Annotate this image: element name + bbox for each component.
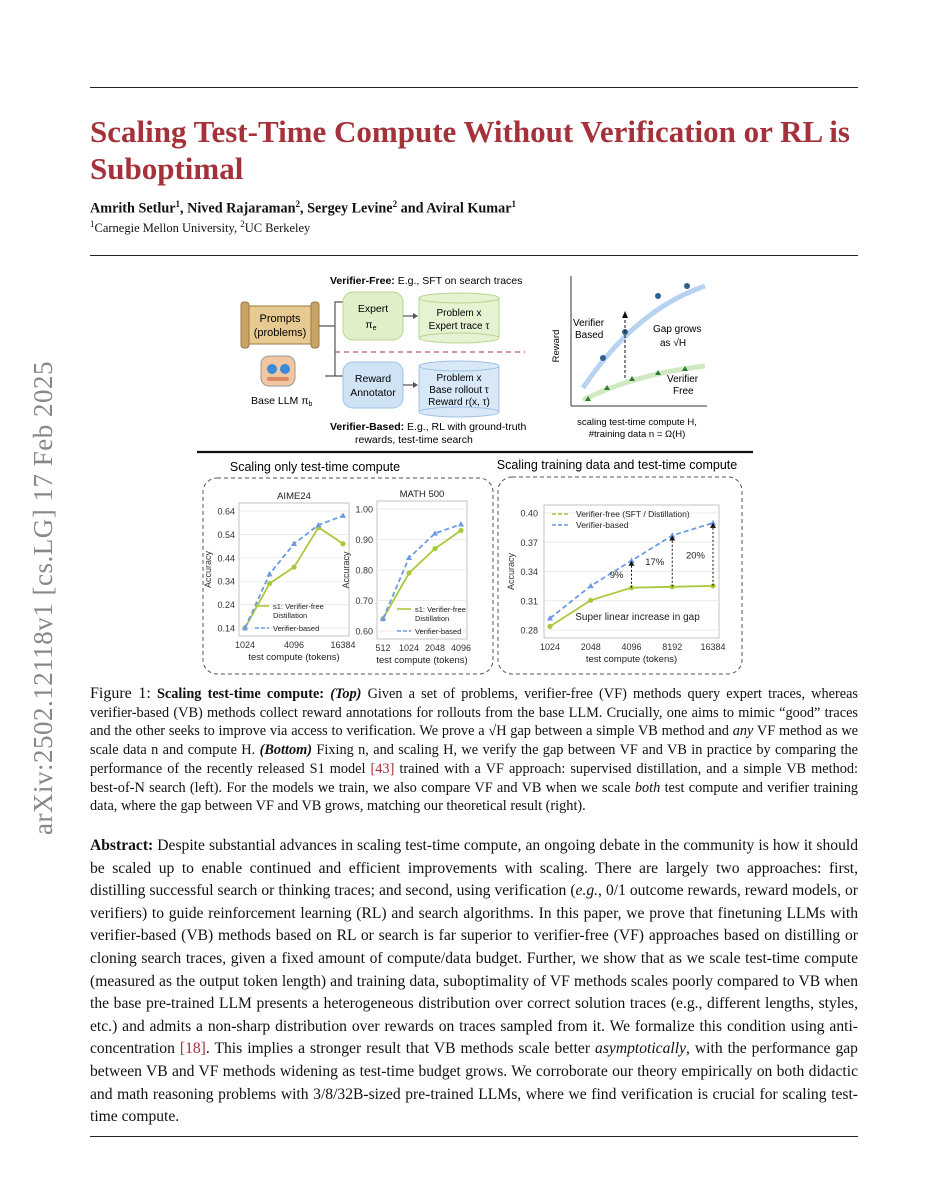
gap-annotation: Super linear increase in gap [575, 612, 700, 623]
data-point [340, 512, 346, 517]
author-list: Amrith Setlur$^1$, Nived Rajaraman$^2$, Sergey Levine$^2$ and Aviral Kumar$^1$ [90, 199, 517, 217]
bottom-rule [90, 1136, 858, 1137]
expert-box [343, 292, 403, 340]
x-tick-label: 2048 [424, 643, 446, 653]
header-rule [90, 255, 858, 256]
svg-text:#training data n = Ω(H): #training data n = Ω(H) [588, 429, 686, 440]
left-panel-title: Scaling only test-time compute [229, 460, 401, 474]
gap-percent-label: 9% [609, 570, 624, 582]
y-tick-label: 0.31 [520, 596, 538, 607]
x-tick-label: 16384 [330, 640, 356, 650]
x-tick-label: 4096 [621, 642, 642, 652]
svg-text:Based: Based [575, 330, 604, 341]
data-point [547, 624, 552, 629]
figure-1 [195, 266, 755, 682]
svg-text:Reward: Reward [551, 329, 562, 363]
legend-label: Distillation [273, 611, 308, 620]
svg-text:Base rollout τ: Base rollout τ [429, 385, 489, 396]
vf-data-store [419, 293, 499, 343]
svg-text:Expert trace τ: Expert trace τ [428, 321, 490, 332]
x-tick-label: 1024 [234, 640, 256, 650]
gap-schematic [551, 276, 707, 440]
base-llm-robot-icon [261, 356, 295, 386]
x-tick-label: 4096 [283, 640, 305, 650]
svg-text:Verifier: Verifier [667, 374, 699, 385]
author-name: Aviral Kumar [426, 200, 512, 217]
prompts-label: Prompts [259, 313, 301, 325]
x-tick-label: 1024 [539, 642, 561, 652]
x-tick-label: 16384 [700, 642, 726, 652]
gap-percent-label: 17% [645, 557, 665, 569]
arxiv-identifier[interactable]: arXiv:2502.12118v1 [cs.LG] 17 Feb 2025 [28, 361, 58, 835]
data-point [588, 598, 593, 603]
legend-label: s1: Verifier-free [415, 605, 466, 614]
abstract: Abstract: Despite substantial advances in scaling test-time compute, an ongoing debate in the community is how it should be scaled up to enable continued and efficient improvements with scaling. There are largely two approaches: first, distilling successful search or thinking traces; and second, using verification (e.g., 0/1 outcome rewards, reward models, or verifiers) to guide reinforcement learning (RL) and search algorithms. In this paper, we prove that finetuning LLMs with verifier-based (VB) methods based on RL or search is far superior to verifier-free (VF) approaches based on distilling or cloning search traces, given a fixed amount of compute/data budget. Further, we show that as we scale test-time compute (measured as the output token length) and training data, suboptimality of VF methods scales poorly compared to VB when the base pre-trained LLM presents a heterogeneous distribution over correct solution traces (e.g., different lengths, styles, etc.) and admits a non-sharp distribution over rewards on traces sampled from it. We formalize this condition using anti-concentration [18]. This implies a stronger result that VB methods scale better asymptotically, with the performance gap between VB and VF methods widening as test-time budget grows. We corroborate our theory empirically on both didactic and math reasoning problems with 3/8/32B-sized pre-trained LLMs, where we find verification is crucial for scaling test-time compute. [90, 837, 858, 1126]
data-point [267, 581, 272, 586]
svg-text:Reward r(x, τ): Reward r(x, τ) [428, 397, 490, 408]
svg-text:Verifier: Verifier [573, 318, 605, 329]
chart-title: MATH 500 [399, 489, 445, 500]
vf-header: Verifier-Free: E.g., SFT on search traces [330, 275, 523, 287]
x-tick-label: 8192 [662, 642, 683, 652]
x-axis-label: test compute (tokens) [585, 654, 678, 665]
citation-link[interactable]: [43] [370, 760, 395, 777]
y-axis-label: Accuracy [341, 551, 351, 589]
data-point [458, 528, 463, 533]
data-point [406, 555, 412, 560]
gap-percent-label: 20% [685, 550, 705, 562]
legend-label: Verifier-based [415, 627, 462, 636]
y-tick-label: 0.90 [355, 535, 373, 545]
svg-text:rewards, test-time search: rewards, test-time search [355, 434, 473, 446]
legend-label: Verifier-based [576, 520, 629, 530]
y-tick-label: 0.34 [217, 576, 235, 587]
y-tick-label: 0.80 [355, 565, 373, 576]
x-tick-label: 2048 [580, 642, 601, 652]
author-name: Amrith Setlur [90, 200, 176, 217]
y-tick-label: 0.14 [217, 623, 235, 634]
y-tick-label: 0.28 [520, 625, 538, 636]
author-name: Sergey Levine [307, 200, 393, 217]
citation-link[interactable]: [18] [179, 1040, 206, 1058]
legend-label: Distillation [415, 614, 450, 623]
data-point [588, 583, 594, 588]
y-tick-label: 0.60 [355, 626, 373, 637]
svg-text:scaling test-time compute H,: scaling test-time compute H, [577, 417, 697, 428]
svg-text:Problem x: Problem x [436, 373, 482, 384]
data-point [458, 521, 464, 526]
legend-label: Verifier-based [273, 624, 320, 633]
data-point [406, 570, 411, 575]
y-tick-label: 0.54 [217, 529, 235, 540]
chart-title: AIME24 [277, 491, 311, 502]
prompts-label: (problems) [253, 327, 307, 339]
x-axis-label: test compute (tokens) [248, 652, 340, 663]
y-tick-label: 0.37 [520, 537, 538, 548]
y-tick-label: 0.64 [217, 506, 235, 517]
base-llm-label: Base LLM πb [251, 395, 313, 408]
vb-data-store [419, 361, 499, 417]
y-tick-label: 0.34 [520, 567, 538, 577]
data-point [340, 541, 345, 546]
x-tick-label: 4096 [450, 643, 472, 653]
x-axis-label: test compute (tokens) [376, 655, 468, 666]
svg-text:Free: Free [673, 386, 694, 397]
svg-text:Gap grows: Gap grows [653, 324, 702, 335]
svg-text:Annotator: Annotator [350, 387, 396, 399]
data-point [291, 565, 296, 570]
x-tick-label: 512 [375, 643, 391, 653]
right-panel-title: Scaling training data and test-time compute [496, 458, 738, 472]
reward-annotator-box [343, 362, 403, 408]
y-tick-label: 0.70 [355, 596, 373, 606]
svg-text:as √H: as √H [660, 338, 687, 349]
svg-text:Expert: Expert [357, 303, 389, 315]
y-tick-label: 0.40 [520, 508, 538, 519]
y-axis-label: Accuracy [203, 550, 213, 589]
y-axis-label: Accuracy [506, 552, 516, 591]
paper-title: Scaling Test-Time Compute Without Verification or RL is Suboptimal [90, 114, 850, 186]
data-point [267, 571, 273, 576]
affiliations: $^1$Carnegie Mellon University, $^2$UC Berkeley [90, 219, 311, 236]
svg-text:πe: πe [365, 319, 377, 332]
top-rule [90, 87, 858, 88]
prompts-scroll [241, 302, 319, 348]
x-tick-label: 1024 [398, 643, 420, 653]
svg-text:Problem x: Problem x [436, 308, 482, 319]
y-tick-label: 1.00 [355, 504, 373, 515]
legend-label: Verifier-free (SFT / Distillation) [576, 509, 690, 519]
author-name: Nived Rajaraman [187, 200, 296, 217]
vb-footer: Verifier-Based: E.g., RL with ground-truth [330, 421, 527, 433]
legend-label: s1: Verifier-free [273, 602, 324, 611]
y-tick-label: 0.44 [217, 553, 235, 564]
data-point [432, 546, 437, 551]
y-tick-label: 0.24 [217, 600, 235, 611]
figure-caption: Figure 1: Scaling test-time compute: (Top) Given a set of problems, verifier-free (VF) methods query expert traces, whereas verifier-based (VB) methods collect reward annotations for rollouts from the base LLM. Crucially, one aims to mimic “good” traces and the other seeks to improve via access to verification. We prove a √H gap between a simple VB method and any VF method as we scale data n and compute H. (Bottom) Fixing n, and scaling H, we verify the gap between VF and VB in practice by comparing the performance of the recently released S1 model [43] trained with a VF approach: supervised distillation, and a simple VB method: best-of-N search (left). For the models we train, we also compare VF and VB when we scale both test compute and verifier training data, where the gap between VF and VB grows, matching our theoretical result (right). [90, 685, 859, 815]
svg-text:Reward: Reward [354, 373, 392, 385]
